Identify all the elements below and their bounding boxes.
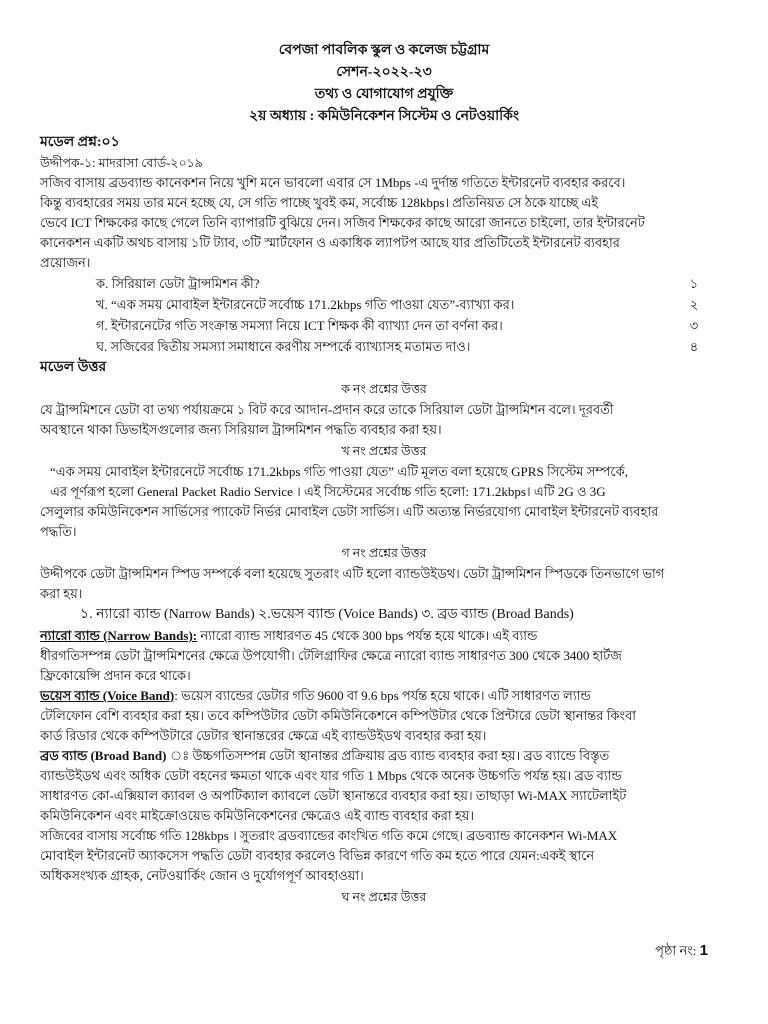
question-item [40,273,728,294]
page-footer [655,942,708,963]
question-text: গ. ইন্টারনেটের গতি সংক্রান্ত সমস্যা নিয়ে ICT শিক্ষক কী ব্যাখ্যা দেন তা বর্ণনা কর। [96,318,503,333]
question-text: ক. সিরিয়াল ডেটা ট্রান্সমিশন কী? [96,276,260,291]
summary-line: অধিকসংখ্যক গ্রাহক, নেটওয়ার্কিং জোন ও দুর্যোগপূর্ণ আবহাওয়া। [40,868,364,883]
narrow-band-first: ন্যারো ব্যান্ড সাধারণত 45 থেকে 300 bps পর্যন্ত হয়ে থাকে। এই ব্যান্ড [197,628,538,643]
model-question-title: মডেল প্রশ্ন:০১ [40,135,120,150]
model-answer-title: মডেল উত্তর [40,360,107,375]
answer-kha-line: এর পূর্ণরূপ হলো General Packet Radio Service । এই সিস্টেমের সর্বোচ্চ গতি হলো: 171.2kbps। এটি 2G ও 3G [50,484,606,499]
page-label: পৃষ্ঠা নং: [655,943,697,958]
stimulus-line: কানেকশন একটি অথচ বাসায় ১টি ট্যাব, ৩টি স্মার্টফোন ও একাধিক ল্যাপটপ আছে যার প্রতিটিতেই ইন্টারনেট ব্যবহার [40,235,620,250]
question-item [40,336,728,357]
answer-ga-line: উদ্দীপকে ডেটা ট্রান্সমিশন স্পিড সম্পর্কে বলা হয়েছে সুতরাং এটি হলো ব্যান্ডউইডথ। ডেটা ট্রান্সমিশন স্পিডকে তিনভাগে ভাগ [40,566,665,581]
question-mark: ৩ [689,318,699,333]
summary-line: সজিবের বাসায় সর্বোচ্চ গতি 128kbps । সুতরাং ব্রডব্যান্ডের কাংখিত গতি কমে গেছে। ব্রডব্যান্ড কানেকশন Wi-MAX [40,828,618,843]
question-mark: ২ [689,297,699,312]
session: সেশন-২০২২-২৩ [336,65,432,80]
narrow-band-paragraph [40,626,728,646]
stimulus-label: উদ্দীপক-১: মাদরাসা বোর্ড-২০১৯ [40,156,203,170]
broad-band-line: ব্যান্ডউইডথ এবং অধিক ডেটা বহনের ক্ষমতা থাকে এবং যার গতি 1 Mbps থেকে অনেক উচ্চগতি পর্যন্ত হয়। ব্রড ব্যান্ড [40,768,622,783]
subject: তথ্য ও যোগাযোগ প্রযুক্তি [314,87,454,102]
page-number: 1 [699,942,708,959]
stimulus-line: সজিব বাসায় ব্রডব্যান্ড কানেকশন নিয়ে খুশি মনে ভাবলো এবার সে 1Mbps -এ দুর্দান্ত গতিতে ইন্টারনেট ব্যবহার করবে। [40,175,626,190]
question-item [40,315,728,336]
answer-ka-line: যে ট্রান্সমিশনে ডেটা বা তথ্য পর্যায়ক্রমে ১ বিট করে আদান-প্রদান করে তাকে সিরিয়াল ডেটা ট্রান্সমিশন বলে। দূরবর্তী [40,402,614,417]
question-text: ঘ. সজিবের দ্বিতীয় সমস্যা সমাধানে করণীয় সম্পর্কে ব্যাখ্যাসহ মতামত দাও। [96,339,471,354]
stimulus-line: কিন্তু ব্যবহারের সময় তার মনে হচ্ছে যে, সে গতি পাচ্ছে খুবই কম, সর্বোচ্চ 128kbps। প্রতিনিয়ত সে ঠকে যাচ্ছে এই [40,195,599,210]
broad-band-term: ব্রড ব্যান্ড (Broad Band) [40,748,167,763]
school-name: বেপজা পাবলিক স্কুল ও কলেজ চট্টগ্রাম [278,43,490,58]
broad-band-paragraph [40,746,728,766]
document-header [40,40,728,128]
answer-kha-line: পদ্ধতি। [40,524,77,539]
question-text: খ. “এক সময় মোবাইল ইন্টারনেটে সর্বোচ্চ 171.2kbps গতি পাওয়া যেত”-ব্যাখ্যা কর। [96,297,515,312]
stimulus-line: প্রয়োজন। [40,255,91,270]
narrow-band-line: ফ্রিকোয়েন্সি প্রদান করে থাকে। [40,668,191,683]
question-item [40,294,728,315]
question-mark: ৪ [689,339,699,354]
narrow-band-line: ধীরগতিসম্পন্ন ডেটা ট্রান্সমিশনের ক্ষেত্রে উপযোগী। টেলিগ্রাফির ক্ষেত্রে ন্যারো ব্যান্ড সাধারণত 300 থেকে 3400 হার্টজ [40,648,622,663]
answer-kha-line: “এক সময় মোবাইল ইন্টারনেটে সর্বোচ্চ 171.2kbps গতি পাওয়া যেত” এটি মূলত বলা হয়েছে GPRS সিস্টেম সম্পর্কে, [50,464,628,479]
voice-band-line: টেলিফোন বেশি ব্যবহার করা হয়। তবে কম্পিউটার ডেটা কমিউনিকেশনে কম্পিউটার থেকে প্রিন্টারে ডেটা স্থানান্তর কিংবা [40,708,637,723]
bands-list: ১. ন্যারো ব্যান্ড (Narrow Bands) ২.ভয়েস ব্যান্ড (Voice Bands) ৩. ব্রড ব্যান্ড (Broad Bands) [80,607,574,622]
broad-band-first: ঃ উচ্চগতিসম্পন্ন ডেটা স্থানান্তর প্রক্রিয়ায় ব্রড ব্যান্ড ব্যবহার করা হয়। ব্রড ব্যান্ডে বিস্তৃত [166,748,610,763]
question-mark: ১ [689,276,699,291]
answer-ka-line: অবস্থানে থাকা ডিভাইসগুলোর জন্য সিরিয়াল ট্রান্সমিশন পদ্ধতি ব্যবহার করা হয়। [40,422,442,437]
answer-gha-title: ঘ নং প্রশ্নের উত্তর [341,890,427,904]
voice-band-term: ভয়েস ব্যান্ড (Voice Band) [40,688,175,703]
broad-band-line: কমিউনিকেশন এবং মাইক্রোওয়েভ কমিউনিকেশনের ক্ষেত্রেও এই ব্যান্ড ব্যবহার করা হয়। [40,808,475,823]
voice-band-paragraph [40,686,728,706]
answer-ga-line: করা হয়। [40,586,83,601]
voice-band-first: : ভয়েস ব্যান্ডের ডেটার গতি 9600 বা 9.6 bps পর্যন্ত হয়ে থাকে। এটি সাধারণত ল্যান্ড [174,688,591,703]
voice-band-line: কার্ড রিডার থেকে কম্পিউটারে ডেটার স্থানান্তরের ক্ষেত্রে এই ব্যান্ডউইডথ ব্যবহার করা হয়। [40,728,487,743]
answer-kha-line: সেলুলার কমিউনিকেশন সার্ভিসের প্যাকেট নির্ভর মোবাইল ডেটা সার্ভিস। এটি অত্যন্ত নির্ভরযোগ্য মোবাইল ইন্টারনেট ব্যবহার [40,504,659,519]
answer-ga-title: গ নং প্রশ্নের উত্তর [341,546,427,560]
stimulus-text [40,173,728,273]
summary-line: মোবাইল ইন্টারনেট অ্যাকসেস পদ্ধতি ডেটা ব্যবহার করলেও বিভিন্ন কারণে গতি কম হতে পারে যেমন:একই স্থানে [40,848,595,863]
narrow-band-term: ন্যারো ব্যান্ড (Narrow Bands): [40,628,198,643]
answer-kha-title: খ নং প্রশ্নের উত্তর [341,444,427,458]
question-list [40,273,728,357]
stimulus-line: ভেবে ICT শিক্ষকের কাছে গেলে তিনি ব্যাপারটি বুঝিয়ে দেন। সজিব শিক্ষকের কাছে আরো জানতে চাইলো, তার ইন্টারনেট [40,215,645,230]
answer-ka-title: ক নং প্রশ্নের উত্তর [341,382,427,396]
chapter-title: ২য় অধ্যায় : কমিউনিকেশন সিস্টেম ও নেটওয়ার্কিং [248,109,519,124]
broad-band-line: সাধারণত কো-এক্সিয়াল ক্যাবল ও অপটিক্যাল ক্যাবলে ডেটা স্থানান্তরে ব্যবহার করা হয়। তাছাড়া Wi-MAX স্যাটেলাইট [40,788,627,803]
